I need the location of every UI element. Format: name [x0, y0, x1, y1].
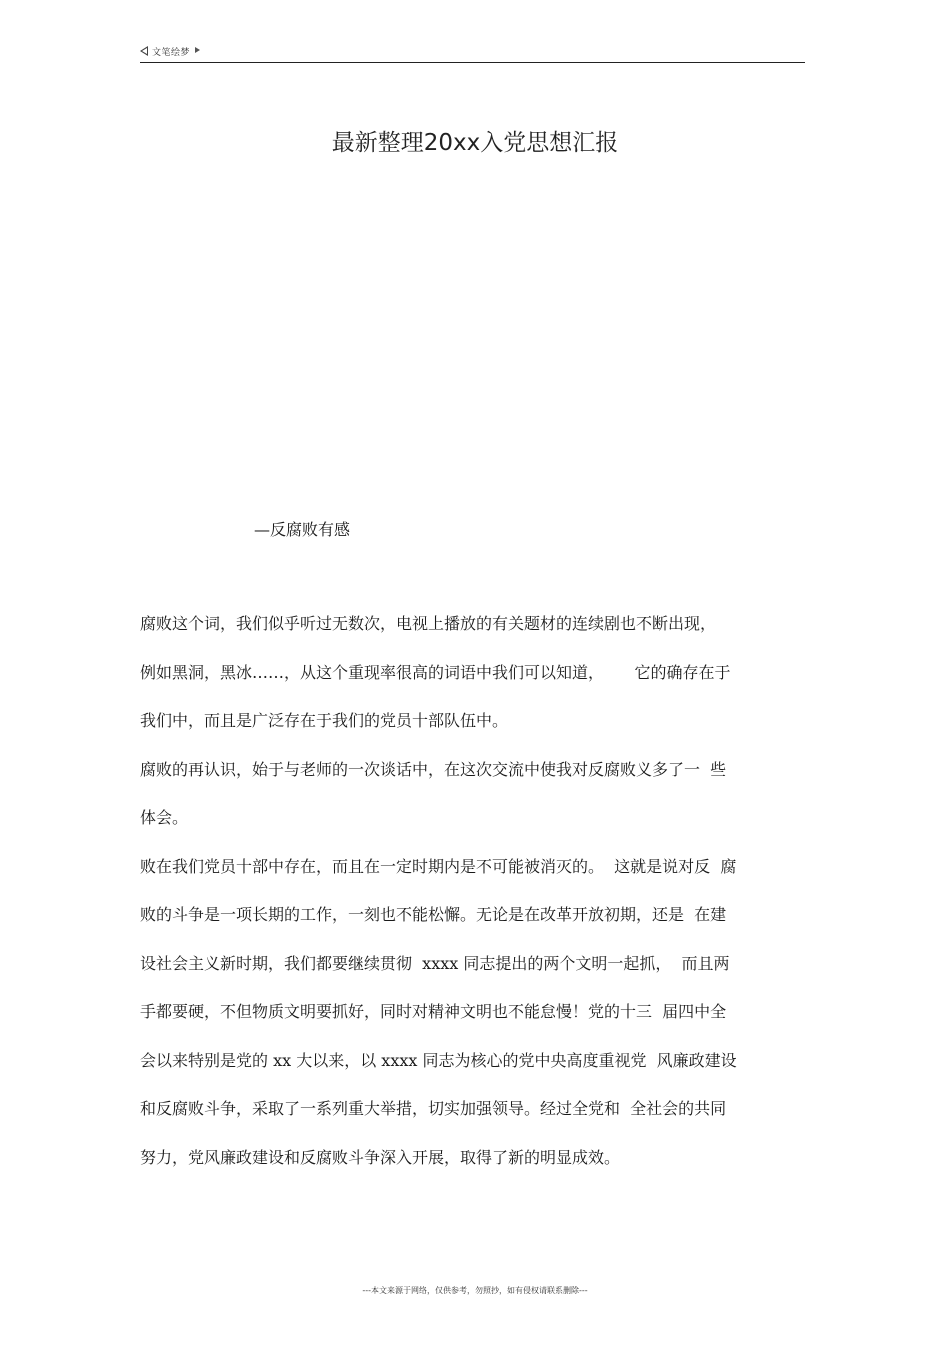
footer-note: ---本文来源于网络，仅供参考，勿照抄，如有侵权请联系删除--- [362, 1286, 588, 1295]
body-line: 腐败的再认识，始于与老师的一次谈话中，在这次交流中使我对反腐败义多了一 些 [140, 759, 727, 779]
body-line: 体会。 [140, 808, 189, 827]
body-line: 腐败这个词，我们似乎听过无数次，电视上播放的有关题材的连续剧也不断出现， [140, 614, 717, 633]
body-line: 例如黑洞，黑冰……，从这个重现率很高的词语中我们可以知道， 它的确存在于 [140, 662, 731, 682]
body-line: 手都要硬，不但物质文明要抓好，同时对精神文明也不能怠慢！党的十三 届四中全 [140, 1002, 727, 1021]
page-header [140, 44, 805, 63]
document-subtitle: —反腐败有感 [254, 520, 351, 539]
body-line: 败在我们党员十部中存在，而且在一定时期内是不可能被消灭的。 这就是说对反 腐 [140, 856, 737, 876]
triangle-right-icon [195, 47, 200, 53]
header-brand: 文笔绘梦 [152, 48, 191, 58]
document-body [140, 610, 808, 1192]
document-title: 最新整理20xx入党思想汇报 [331, 130, 619, 156]
body-line: 会以来特别是党的 xx 大以来，以 xxxx 同志为核心的党中央高度重视党 风廉政建设 [140, 1050, 737, 1070]
triangle-left-icon [140, 46, 148, 56]
body-line: 和反腐败斗争，采取了一系列重大举措，切实加强领导。经过全党和 全社会的共同 [140, 1099, 727, 1118]
body-line: 我们中，而且是广泛存在于我们的党员十部队伍中。 [140, 711, 509, 730]
body-line: 败的斗争是一项长期的工作，一刻也不能松懈。无论是在改革开放初期，还是 在建 [140, 905, 727, 924]
body-line: 设社会主义新时期，我们都要继续贯彻 xxxx 同志提出的两个文明一起抓， 而且两 [140, 953, 730, 973]
body-line: 努力，党风廉政建设和反腐败斗争深入开展，取得了新的明显成效。 [140, 1147, 621, 1167]
